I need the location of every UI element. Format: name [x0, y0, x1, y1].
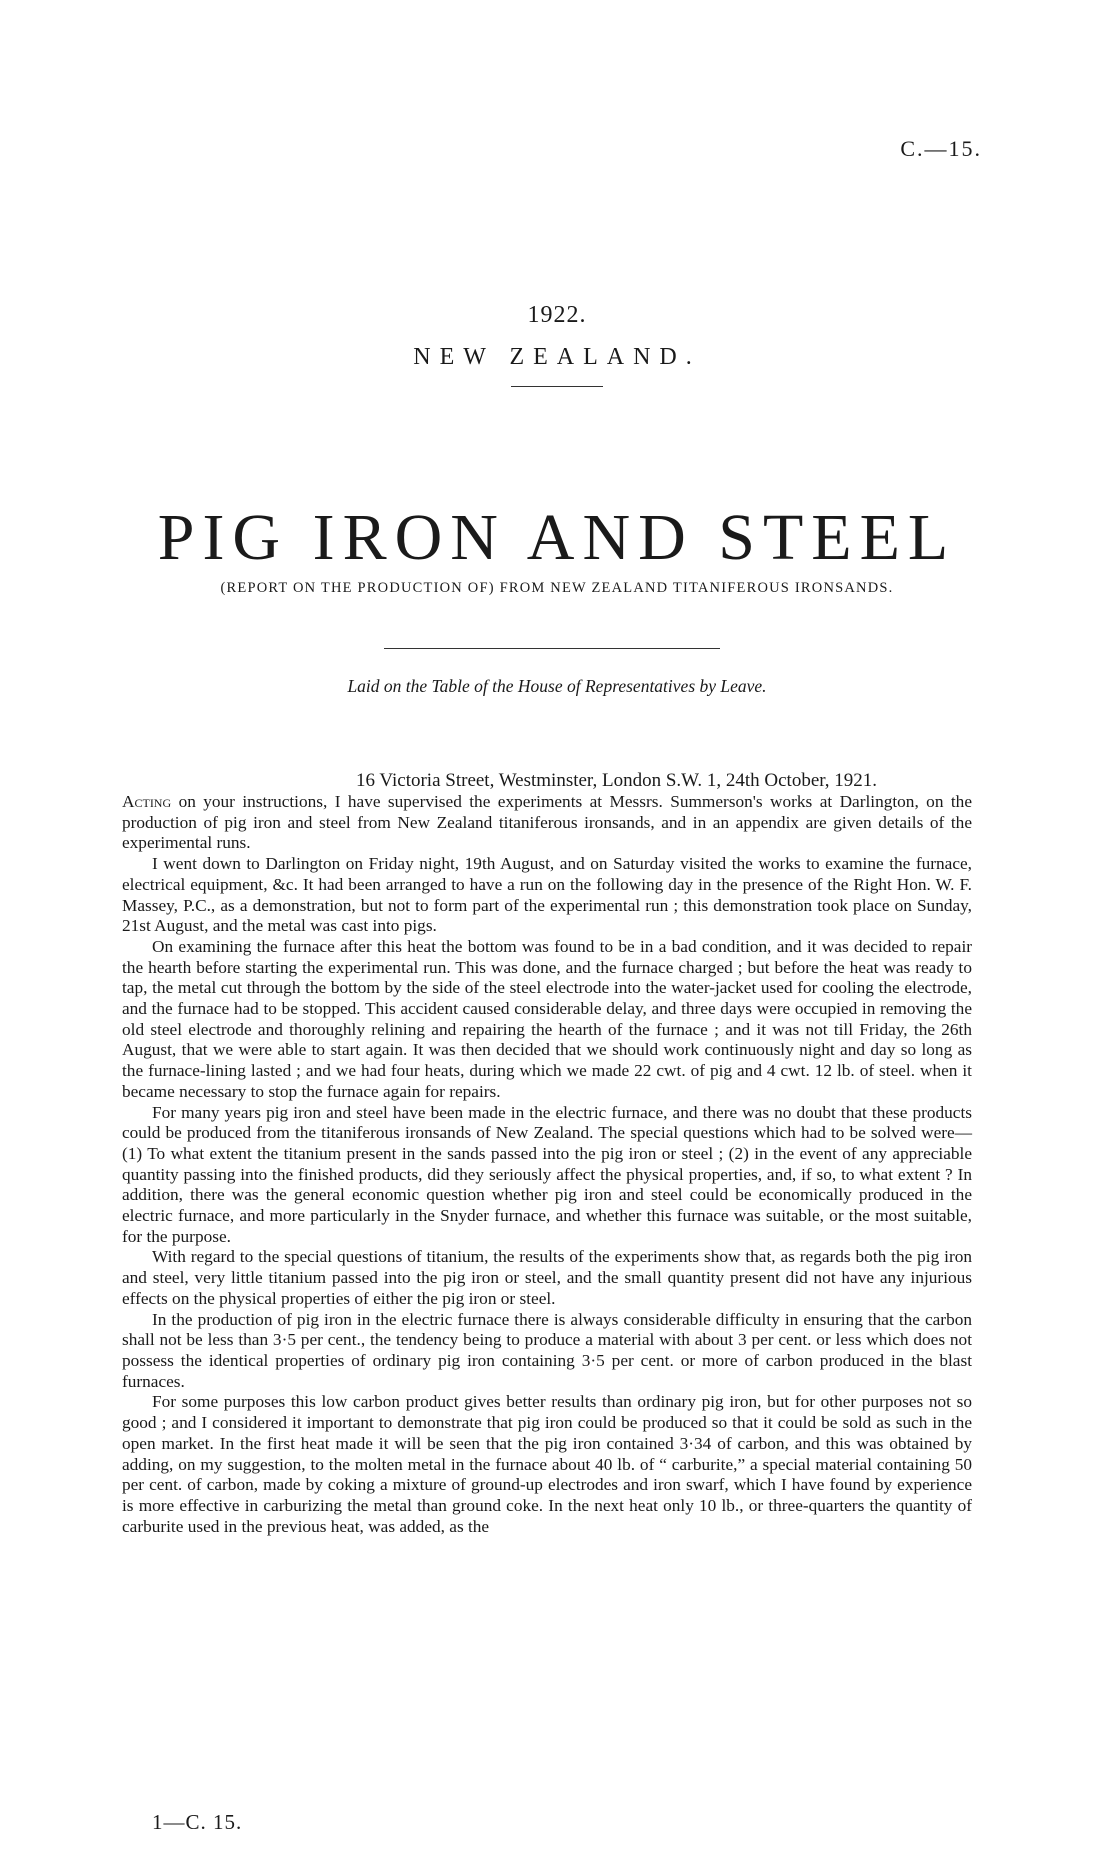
paragraph: In the production of pig iron in the electric furnace there is always considerable difficulty in ensuring that the carbon shall not be less than 3·5 per cent., the tendency being to produce a material with about 3 per cent. or less which does not possess the identical properties of ordinary pig iron containing 3·5 per cent. or more of carbon produced in the blast furnaces.: [122, 1309, 972, 1391]
letter-dateline: 16 Victoria Street, Westminster, London S.W. 1, 24th October, 1921.: [356, 770, 878, 791]
page-reference: C.—15.: [900, 136, 982, 161]
sheet-reference: 1—C. 15.: [152, 1810, 243, 1834]
title-divider: [384, 648, 720, 649]
country-heading: NEW ZEALAND.: [413, 344, 701, 370]
title-divider-short: [511, 386, 603, 387]
laid-on-table-note: Laid on the Table of the House of Representatives by Leave.: [347, 676, 767, 696]
letter-body: [122, 792, 972, 1537]
paragraph: With regard to the special questions of titanium, the results of the experiments show that, as regards both the pig iron and steel, very little titanium passed into the pig iron or steel, and the small quantity present did not have any injurious effects on the physical properties of either the pig iron or steel.: [122, 1247, 972, 1308]
paragraph: For many years pig iron and steel have been made in the electric furnace, and there was no doubt that these products could be produced from the titaniferous ironsands of New Zealand. The special questions which had to be solved were—(1) To what extent the titanium present in the sands passed into the pig iron or steel ; (2) in the event of any appreciable quantity passing into the finished products, did they seriously affect the physical properties, and, if so, to what extent ? In addition, there was the general economic question whether pig iron and steel could be economically produced in the electric furnace, and more particularly in the Snyder furnace, and whether this furnace was suitable, or the most suitable, for the purpose.: [122, 1102, 972, 1246]
subtitle: (REPORT ON THE PRODUCTION OF) FROM NEW ZEALAND TITANIFEROUS IRONSANDS.: [220, 580, 894, 596]
main-title: PIG IRON AND STEEL: [157, 501, 957, 574]
paragraph: [122, 792, 972, 854]
paragraph-text: on your instructions, I have supervised the experiments at Messrs. Summerson's works at Darlington, on the production of pig iron and steel from New Zealand titaniferous ironsands, and in an appendix are given details of the experimental runs.: [122, 792, 972, 853]
paragraph: I went down to Darlington on Friday night, 19th August, and on Saturday visited the works to examine the furnace, electrical equipment, &c. It had been arranged to have a run on the following day in the presence of the Right Hon. W. F. Massey, P.C., as a demonstration, but not to form part of the experimental run ; this demonstration took place on Sunday, 21st August, and the metal was cast into pigs.: [122, 854, 972, 936]
paragraph: For some purposes this low carbon product gives better results than ordinary pig iron, but for other purposes not so good ; and I considered it important to demonstrate that pig iron could be produced so that it could be sold as such in the open market. In the first heat made it will be seen that the pig iron contained 3·34 of carbon, and this was obtained by adding, on my suggestion, to the molten metal in the furnace about 40 lb. of “ carburite,” a special material containing 50 per cent. of carbon, made by coking a mixture of ground-up electrodes and iron swarf, which I have found by experience is more effective in carburizing the metal than ground coke. In the next heat only 10 lb., or three-quarters the quantity of carburite used in the previous heat, was added, as the: [122, 1392, 972, 1536]
paragraph: On examining the furnace after this heat the bottom was found to be in a bad condition, and it was decided to repair the hearth before starting the experimental run. This was done, and the furnace charged ; but before the heat was ready to tap, the metal cut through the bottom by the side of the steel electrode into the water-jacket used for cooling the electrode, and the furnace had to be stopped. This accident caused considerable delay, and three days were occupied in removing the old steel electrode and thoroughly relining and repairing the hearth of the furnace ; and it was not till Friday, the 26th August, that we were able to start again. It was then decided that we should work continuously night and day so long as the furnace-lining lasted ; and we had four heats, during which we made 22 cwt. of pig and 4 cwt. 12 lb. of steel. when it became necessary to stop the furnace again for repairs.: [122, 936, 972, 1101]
year-heading: 1922.: [527, 302, 587, 328]
opening-word: Acting: [122, 792, 172, 811]
